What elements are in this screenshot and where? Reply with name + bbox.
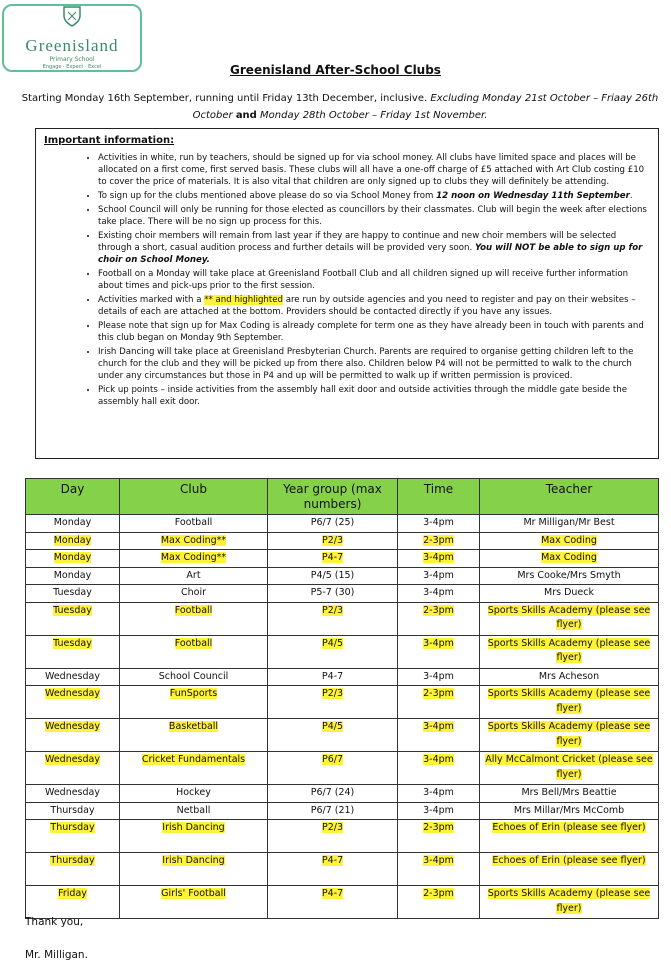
cell-text: Tuesday [53,587,92,598]
table-row [26,785,659,803]
cell-time [398,686,480,719]
important-info-box [35,128,659,459]
cell-time [398,515,480,533]
cell-year [268,532,398,550]
cell-text: Max Coding** [160,552,227,563]
closing-thanks: Thank you, [25,916,84,928]
cell-text: Monday [53,517,92,528]
cell-text: 3-4pm [423,637,454,649]
cell-teacher [480,686,659,719]
cell-text: 3-4pm [423,569,454,581]
info-item: • School Council will only be running for those elected as councillors by their classmates. Club will begin the week after elections take place. There will be no sign up process for this. [98,204,650,228]
cell-time [398,532,480,550]
cell-teacher [480,853,659,886]
cell-club [120,635,268,668]
cell-year [268,820,398,853]
info-item: • Football on a Monday will take place at Greenisland Football Club and all children signed up will receive further information about times and pick-ups prior to the first session. [98,268,650,292]
cell-day [26,567,120,585]
cell-teacher [480,719,659,752]
column-header: Day [26,479,120,515]
highlight-marker: ** and highlighted [204,294,283,305]
cell-year [268,567,398,585]
cell-time [398,635,480,668]
cell-text: P2/3 [321,822,344,833]
cell-text: P6/7 (21) [310,804,355,816]
cell-text: Wednesday [44,688,100,699]
logo-motto: Engage · Expect · Excel [42,64,102,70]
cell-day [26,515,120,533]
cell-year [268,853,398,886]
cell-text: Sports Skills Academy (please see flyer) [487,604,651,630]
cell-text: 2-3pm [423,888,454,899]
cell-teacher [480,886,659,919]
cell-text: Mrs Cooke/Mrs Smyth [517,569,621,581]
cell-time [398,567,480,585]
info-item [98,230,650,267]
cell-text: Sports Skills Academy (please see flyer) [487,888,651,914]
table-row [26,820,659,853]
cell-text: 3-4pm [423,804,454,816]
cell-text: Friday [58,888,87,899]
cell-club [120,532,268,550]
cell-club [120,802,268,820]
cell-day [26,785,120,803]
cell-text: P4/5 [321,721,344,732]
cell-day [26,635,120,668]
cell-year [268,752,398,785]
cell-time [398,886,480,919]
cell-text: Art [186,569,201,581]
cell-text: 3-4pm [423,670,454,682]
signature: Mr. Milligan. [25,949,88,961]
cell-club [120,719,268,752]
cell-text: Girls' Football [161,888,226,899]
cell-text: Football [174,637,213,649]
cell-club [120,515,268,533]
table-row [26,719,659,752]
cell-day [26,719,120,752]
table-row [26,886,659,919]
cell-text: P4/5 (15) [310,569,355,581]
cell-club [120,550,268,568]
cell-time [398,719,480,752]
cell-text: P4-7 [321,552,344,563]
info-item: • Irish Dancing will take place at Greenisland Presbyterian Church. Parents are required to organise getting children left to the church for the club and they will be picked up from there also. Children below P4 will not be permitted to walk to the church under any circumstances but those in P4 and up will be permitted to walk up if written permission is proviced. [98,346,650,383]
cell-club [120,602,268,635]
cell-text: Echoes of Erin (please see flyer) [492,855,646,866]
cell-day [26,802,120,820]
cell-text: P2/3 [321,604,344,616]
cell-text: Thursday [50,822,95,833]
info-item: • Activities in white, run by teachers, should be signed up for via school money. All clubs have limited space and places will be allocated on a first come, first served basis. These clubs will all have a one-off charge of £5 attached with Art Club costing £10 to cover the price of materials. It is also vital that children are only signed up to clubs they will definitely be attending. [98,152,650,189]
cell-text: 3-4pm [423,552,454,563]
column-header: Time [398,479,480,515]
cell-time [398,602,480,635]
cell-text: Wednesday [44,754,100,765]
column-header: Club [120,479,268,515]
table-row [26,585,659,603]
table-row [26,602,659,635]
cell-day [26,686,120,719]
cell-year [268,802,398,820]
cell-text: P6/7 [321,754,344,765]
cell-time [398,585,480,603]
info-item-text: To sign up for the clubs mentioned above please do so via School Money from [98,191,437,202]
cell-teacher [480,567,659,585]
dates-text [20,90,660,124]
cell-text: FunSports [169,688,218,699]
cell-teacher [480,785,659,803]
cell-text: Wednesday [44,721,100,732]
cell-teacher [480,602,659,635]
cell-text: P6/7 (24) [310,787,355,798]
cell-teacher [480,752,659,785]
cell-club [120,752,268,785]
cell-club [120,820,268,853]
cell-day [26,820,120,853]
cell-day [26,550,120,568]
cell-text: Football [174,517,213,528]
cell-text: Thursday [50,855,95,866]
cell-text: 2-3pm [423,604,454,616]
dates-and: and [235,110,257,121]
school-logo [2,4,142,72]
cell-year [268,635,398,668]
cell-club [120,585,268,603]
cell-text: Irish Dancing [162,822,225,833]
cell-text: Wednesday [44,787,100,798]
cell-teacher [480,585,659,603]
cell-year [268,550,398,568]
cell-teacher [480,802,659,820]
table-row [26,515,659,533]
cell-teacher [480,515,659,533]
info-item-text: are run by outside agencies and you need to register and pay on their websites – details of each are attached at the bottom. Providers should be contacted directly if you have any issues. [98,294,636,317]
cell-day [26,752,120,785]
cell-day [26,886,120,919]
info-item-text: Activities marked with a [98,294,205,305]
column-header: Year group (max numbers) [268,479,398,515]
cell-teacher [480,668,659,686]
info-item: • To sign up for the clubs mentioned above please do so via School Money from 12 noon on Wednesday 11th September. [98,190,650,202]
info-item-text: Existing choir members will remain from last year if they are happy to continue and new choir members will be selected through a short, casual audition process and further details will be provided very soon. [98,230,617,253]
cell-teacher [480,635,659,668]
cell-text: Hockey [176,787,211,798]
table-row [26,567,659,585]
cell-text: Monday [53,552,92,563]
table-row [26,550,659,568]
cell-day [26,853,120,886]
cell-text: Max Coding [541,534,597,546]
cell-day [26,668,120,686]
cell-text: 2-3pm [423,534,454,546]
cell-text: Max Coding** [160,534,227,546]
cell-text: Basketball [168,721,219,732]
table-row [26,752,659,785]
cell-text: 3-4pm [423,855,454,866]
cell-year [268,886,398,919]
cell-year [268,785,398,803]
cell-text: Irish Dancing [162,855,225,866]
cell-text: Monday [53,569,92,581]
cell-year [268,515,398,533]
cell-text: Mrs Bell/Mrs Beattie [521,787,617,798]
cell-text: Thursday [50,804,95,816]
dates-lead: Starting Monday 16th September, running until Friday 13th December, inclusive. [21,93,428,104]
cell-text: Football [174,604,213,616]
table-row [26,853,659,886]
cell-teacher [480,532,659,550]
cell-year [268,719,398,752]
cell-club [120,668,268,686]
cell-text: Sports Skills Academy (please see flyer) [487,637,651,663]
cell-time [398,785,480,803]
table-row [26,686,659,719]
table-row [26,532,659,550]
cell-time [398,668,480,686]
cell-text: P6/7 (25) [310,517,355,528]
cell-day [26,602,120,635]
cell-text: P5-7 (30) [310,587,355,598]
info-item [98,294,650,318]
cell-text: P4/5 [321,637,344,649]
cell-text: School Council [158,670,229,682]
info-item: • Please note that sign up for Max Coding is already complete for term one as they have already been in touch with parents and this club began on Monday 9th September. [98,320,650,344]
info-list [44,152,650,408]
cell-text: P2/3 [321,534,344,546]
table-row [26,635,659,668]
cell-text: Netball [176,804,211,816]
signup-time: 12 noon on Wednesday 11th September [436,191,630,202]
cell-time [398,820,480,853]
cell-year [268,668,398,686]
cell-text: Cricket Fundamentals [141,754,246,765]
cell-club [120,886,268,919]
table-row [26,668,659,686]
cell-text: P4-7 [321,670,344,682]
cell-text: 3-4pm [423,754,454,765]
cell-text: Tuesday [53,637,92,649]
table-header-row [26,479,659,515]
cell-text: Ally McCalmont Cricket (please see flyer) [485,754,653,780]
cell-text: 2-3pm [423,688,454,699]
cell-text: Mrs Acheson [538,670,600,682]
cell-time [398,853,480,886]
table-row [26,802,659,820]
info-heading: Important information: [44,135,175,146]
cell-time [398,802,480,820]
cell-text: Sports Skills Academy (please see flyer) [487,721,651,747]
dates-exclude-1: Excluding Monday 21st October – Friaay 26th October [192,93,659,121]
cell-year [268,602,398,635]
cell-text: P2/3 [321,688,344,699]
cell-teacher [480,550,659,568]
cell-text: P4-7 [321,855,344,866]
logo-subtitle: Primary School [49,56,95,63]
cell-text: Mrs Dueck [544,587,594,598]
cell-text: Tuesday [53,604,92,616]
cell-day [26,532,120,550]
cell-text: Monday [53,534,92,546]
page-title: Greenisland After-School Clubs [230,63,441,77]
cell-text: 3-4pm [423,517,454,528]
cell-text: Mrs Millar/Mrs McComb [513,804,625,816]
choir-note: You will NOT be able to sign up for choir on School Money. [98,242,643,266]
info-item: • Pick up points – inside activities from the assembly hall exit door and outside activities through the middle gate beside the assembly hall exit door. [98,384,650,408]
cell-text: 3-4pm [423,787,454,798]
cell-text: 2-3pm [423,822,454,833]
cell-text: P4-7 [321,888,344,899]
cell-text: Sports Skills Academy (please see flyer) [487,688,651,714]
cell-day [26,585,120,603]
logo-name: Greenisland [25,36,119,55]
cell-club [120,686,268,719]
cell-club [120,567,268,585]
cell-text: Choir [180,587,206,598]
cell-time [398,550,480,568]
cell-text: Mr Milligan/Mr Best [523,517,615,528]
cell-text: Wednesday [44,670,100,682]
cell-time [398,752,480,785]
cell-text: Echoes of Erin (please see flyer) [492,822,646,833]
cell-club [120,785,268,803]
cell-text: 3-4pm [423,587,454,598]
cell-year [268,686,398,719]
cell-text: 3-4pm [423,721,454,732]
cell-teacher [480,820,659,853]
cell-club [120,853,268,886]
column-header: Teacher [480,479,659,515]
clubs-table [25,478,659,919]
cell-text: Max Coding [541,552,597,563]
dates-exclude-2: Monday 28th October – Friday 1st November. [260,110,488,121]
crest-icon [60,4,84,28]
cell-year [268,585,398,603]
